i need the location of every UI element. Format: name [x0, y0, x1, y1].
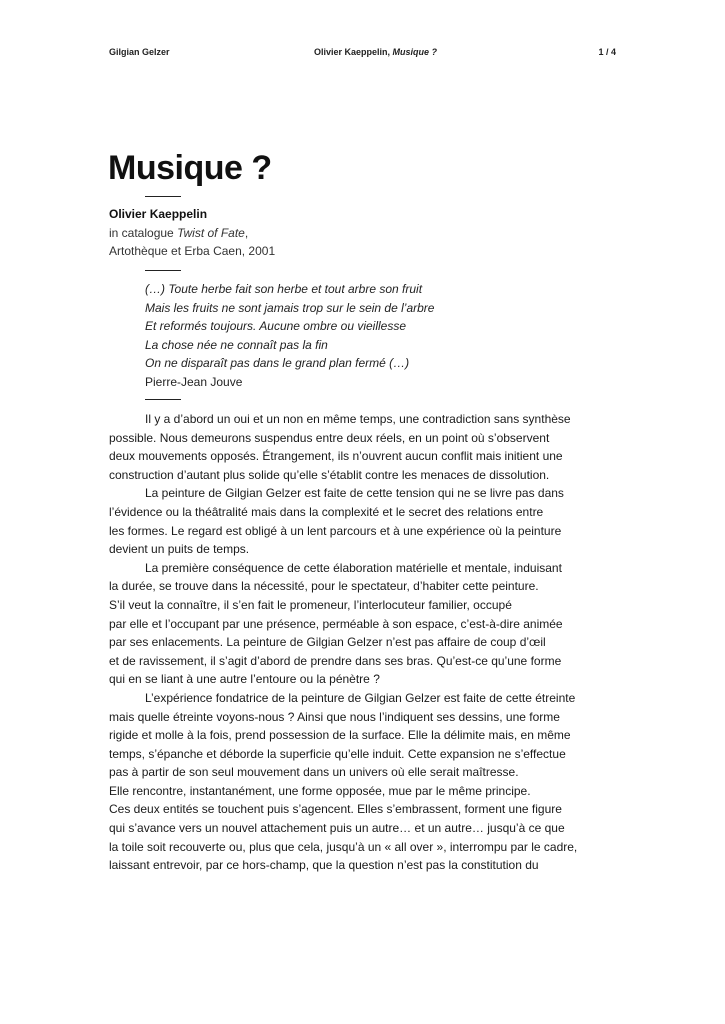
page-header: [109, 47, 616, 61]
poem-line: On ne disparaît pas dans le grand plan fermé (…): [145, 356, 410, 371]
poem-line: Et reformés toujours. Aucune ombre ou vieillesse: [145, 319, 407, 334]
body-line: Il y a d’abord un oui et un non en même temps, une contradiction sans synthèse: [145, 412, 571, 426]
body-line: la toile soit recouverte ou, plus que cela, jusqu’à un « all over », interrompu par le cadre,: [109, 839, 578, 854]
body-line: La peinture de Gilgian Gelzer est faite de cette tension qui ne se livre pas dans: [145, 486, 564, 501]
body-line: qui en se liant à une autre l’entoure ou la pénètre ?: [109, 672, 380, 687]
body-line: et de ravissement, il s’agit d’abord de prendre dans ses bras. Qu’est-ce qu’une forme: [109, 653, 562, 668]
body-line: La première conséquence de cette élaboration matérielle et mentale, induisant: [145, 560, 562, 575]
poem-line: Mais les fruits ne sont jamais trop sur le sein de l’arbre: [145, 300, 435, 315]
body-line: par elle et l’occupant par une présence, perméable à son espace, c’est-à-dire animée: [109, 616, 563, 631]
header-essay-author: Olivier Kaeppelin,: [314, 47, 393, 57]
body-line: deux mouvements opposés. Étrangement, ils n’ouvrent aucun conflit mais initient une: [109, 449, 563, 464]
body-line: laissant entrevoir, par ce hors-champ, que la question n’est pas la constitution du: [109, 858, 539, 873]
body-line: pas à partir de son seul mouvement dans un univers où elle serait maîtresse.: [109, 765, 519, 780]
catalogue-title: Twist of Fate: [177, 225, 245, 240]
header-artist-name: Gilgian Gelzer: [109, 47, 170, 57]
catalogue-suffix: ,: [244, 225, 249, 240]
body-line: construction d’autant plus solide qu’elle s’établit contre les menaces de dissolution.: [109, 467, 550, 482]
essay-body: [109, 410, 619, 875]
poem-attribution: Pierre-Jean Jouve: [145, 374, 243, 389]
poem-line: (…) Toute herbe fait son herbe et tout arbre son fruit: [145, 282, 423, 296]
body-line: temps, s’épanche et déborde la superficie qu’elle induit. Cette expansion ne s’effectue: [109, 746, 566, 761]
divider-rule: [145, 270, 181, 271]
body-line: L’expérience fondatrice de la peinture de Gilgian Gelzer est faite de cette étreinte: [145, 690, 576, 705]
body-line: l’évidence ou la théâtralité mais dans la complexité et le secret des relations entre: [109, 504, 544, 519]
body-line: qui s’avance vers un nouvel attachement puis un autre… et un autre… jusqu’à ce que: [109, 821, 565, 836]
body-line: la durée, se trouve dans la nécessité, pour le spectateur, d’habiter cette peinture.: [109, 579, 539, 594]
body-line: Ces deux entités se touchent puis s’agencent. Elles s’embrassent, forment une figure: [109, 802, 562, 817]
publisher-info: Artothèque et Erba Caen, 2001: [109, 244, 276, 258]
page-title: Musique ?: [108, 149, 272, 187]
divider-rule: [145, 399, 181, 400]
body-line: devient un puits de temps.: [109, 542, 250, 557]
body-line: possible. Nous demeurons suspendus entre deux réels, en un point où s’observent: [109, 430, 550, 445]
body-line: mais quelle étreinte voyons-nous ? Ainsi que nous l’indiquent ses dessins, une forme: [109, 709, 560, 724]
divider-rule: [145, 196, 181, 197]
essay-metadata: [109, 205, 275, 261]
body-line: S’il veut la connaître, il s’en fait le promeneur, l’interlocuteur familier, occupé: [109, 597, 512, 612]
header-essay-title: Musique ?: [392, 47, 438, 57]
essay-author: Olivier Kaeppelin: [109, 207, 208, 221]
body-line: rigide et molle à la fois, prend possession de la surface. Elle la délimite mais, en même: [109, 728, 571, 743]
epigraph-poem: [145, 280, 434, 392]
body-line: les formes. Le regard est obligé à un lent parcours et à une expérience où la peinture: [109, 523, 562, 538]
poem-line: La chose née ne connaît pas la fin: [145, 337, 328, 352]
catalogue-reference: [109, 224, 275, 243]
page-number: 1 / 4: [598, 47, 616, 57]
body-line: Elle rencontre, instantanément, une forme opposée, mue par le même principe.: [109, 783, 531, 798]
catalogue-prefix: in catalogue: [109, 225, 178, 240]
body-line: par ses enlacements. La peinture de Gilgian Gelzer n’est pas affaire de coup d’œil: [109, 635, 546, 650]
header-essay-reference: [314, 47, 437, 57]
